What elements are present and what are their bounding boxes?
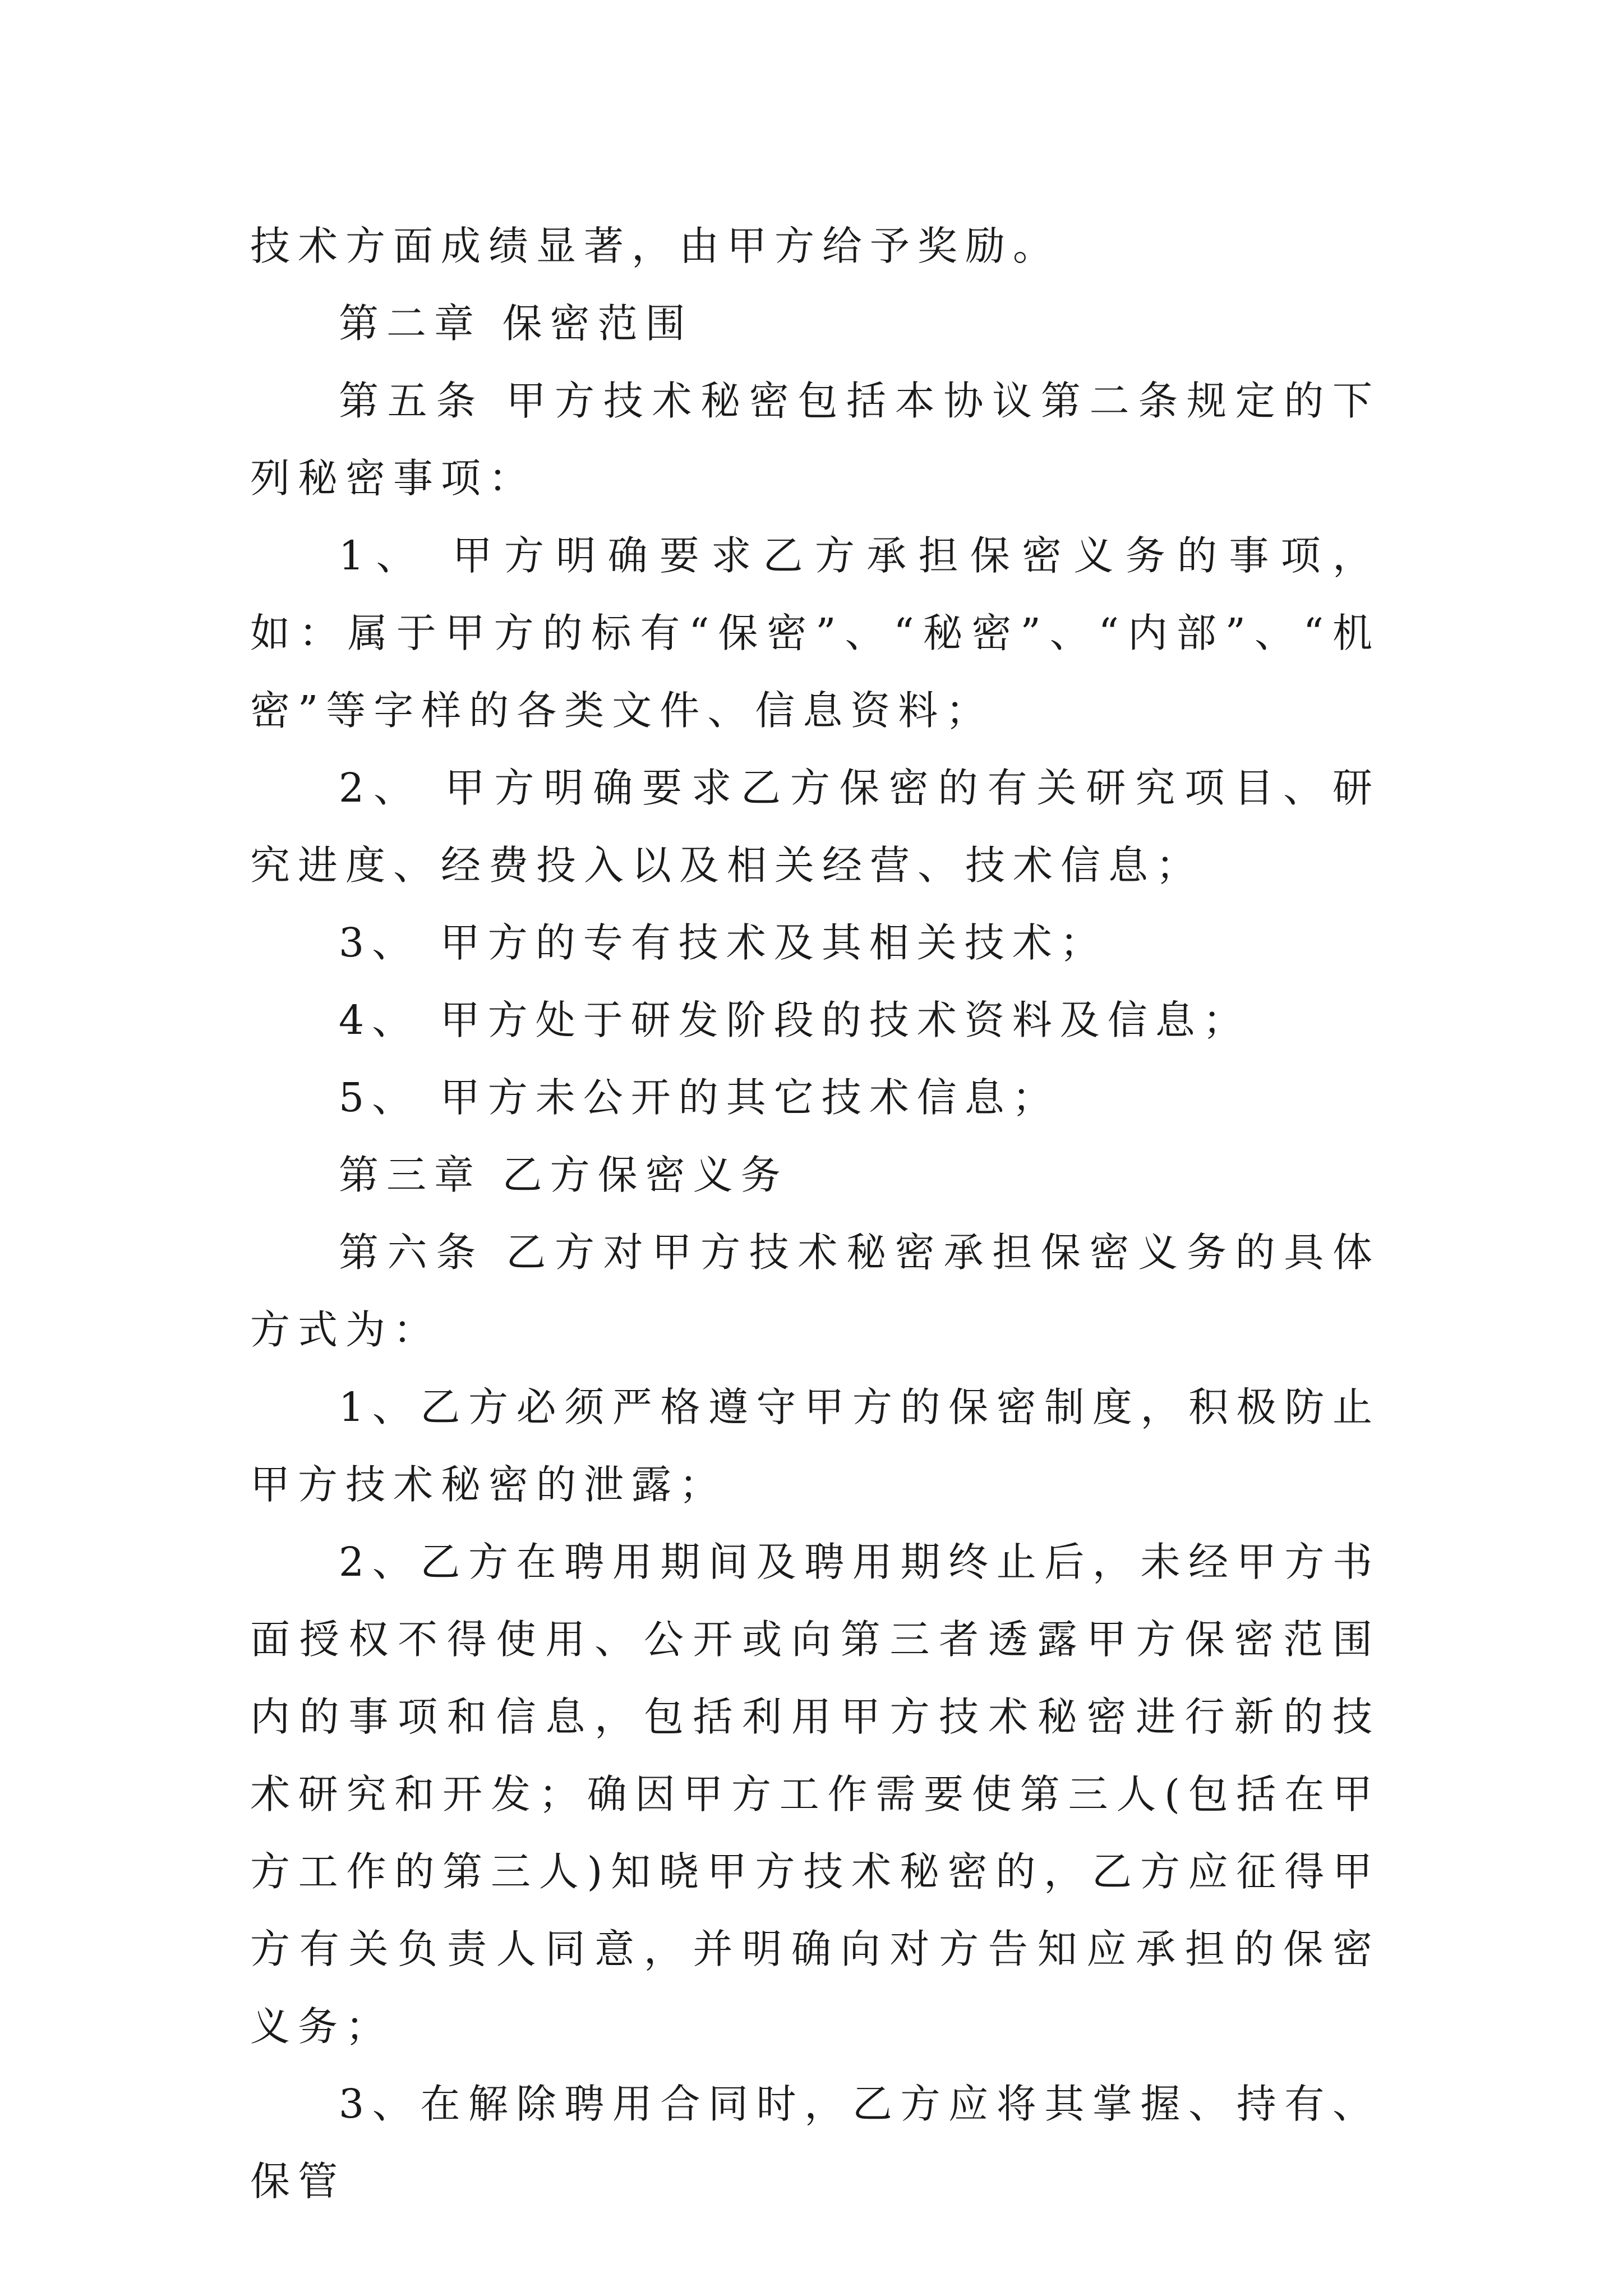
article-6: 第六条 乙方对甲方技术秘密承担保密义务的具体方式为： xyxy=(250,1229,1380,1353)
document-body xyxy=(250,208,1380,2220)
chapter-heading-2: 第二章 保密范围 xyxy=(339,300,693,347)
article-6-item-1: 1、乙方必须严格遵守甲方的保密制度，积极防止甲方技术秘密的泄露； xyxy=(250,1384,1380,1508)
article-5-item-2: 2、 甲方明确要求乙方保密的有关研究项目、研究进度、经费投入以及相关经营、技术信息； xyxy=(250,765,1380,889)
chapter-heading-3: 第三章 乙方保密义务 xyxy=(339,1152,789,1198)
article-6-item-3: 3、在解除聘用合同时，乙方应将其掌握、持有、保管 xyxy=(250,2081,1380,2205)
paragraph-continuation: 技术方面成绩显著，由甲方给予奖励。 xyxy=(250,223,1061,269)
article-6-item-2: 2、乙方在聘用期间及聘用期终止后，未经甲方书面授权不得使用、公开或向第三者透露甲方保密范围内的事项和信息，包括利用甲方技术秘密进行新的技术研究和开发；确因甲方工作需要使第三人(包括在甲方工作的第三人)知晓甲方技术秘密的，乙方应征得甲方有关负责人同意，并明确向对方告知应承担的保密义务； xyxy=(250,1539,1380,2050)
article-5-item-5: 5、 甲方未公开的其它技术信息； xyxy=(339,1074,1060,1121)
article-5: 第五条 甲方技术秘密包括本协议第二条规定的下列秘密事项： xyxy=(250,378,1380,501)
article-5-item-3: 3、 甲方的专有技术及其相关技术； xyxy=(339,919,1108,966)
article-5-item-1: 1、 甲方明确要求乙方承担保密义务的事项，如：属于甲方的标有“保密”、“秘密”、“内部”、“机密”等字样的各类文件、信息资料； xyxy=(250,532,1380,734)
article-5-item-4: 4、 甲方处于研发阶段的技术资料及信息； xyxy=(339,997,1251,1043)
